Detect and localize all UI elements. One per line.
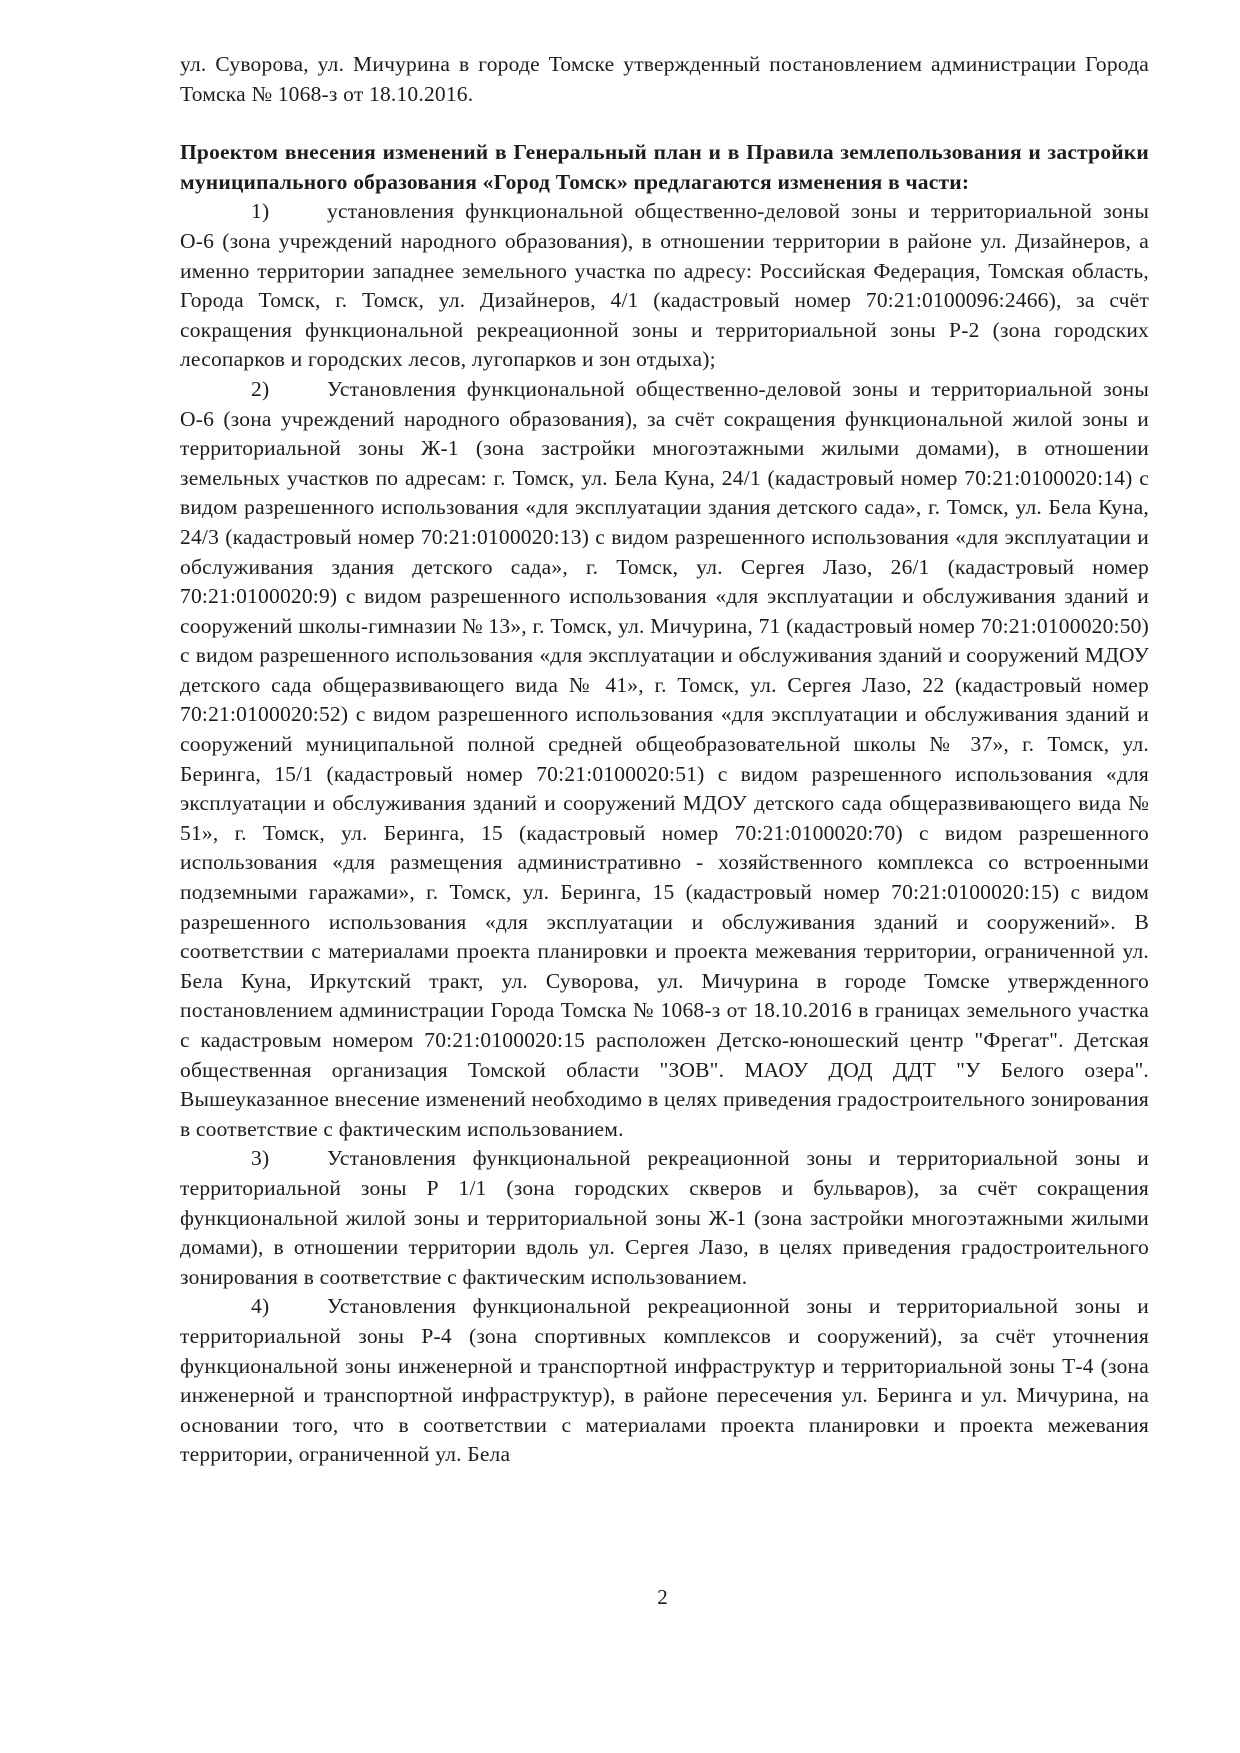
item-text: Установления функциональной общественно-деловой зоны и территориальной зоны О-6 (зона учреждений народного образования), за счёт сокращения функциональной жилой зоны и территориальной зоны Ж-1 (зона застройки многоэтажными жилыми домами), в отношении земельных участков по адресам: г. Томск, ул. Бела Куна, 24/1 (кадастровый номер 70:21:0100020:14) с видом разрешенного использования «для эксплуатации здания детского сада», г. Томск, ул. Бела Куна, 24/3 (кадастровый номер 70:21:0100020:13) с видом разрешенного использования «для эксплуатации и обслуживания здания детского сада», г. Томск, ул. Сергея Лазо, 26/1 (кадастровый номер 70:21:0100020:9) с видом разрешенного использования «для эксплуатации и обслуживания зданий и сооружений школы-гимназии № 13», г. Томск, ул. Мичурина, 71 (кадастровый номер 70:21:0100020:50) с видом разрешенного использования «для эксплуатации и обслуживания зданий и сооружений МДОУ детского сада общеразвивающего вида № 41», г. Томск, ул. Сергея Лазо, 22 (кадастровый номер 70:21:0100020:52) с видом разрешенного использования «для эксплуатации и обслуживания зданий и сооружений муниципальной полной средней общеобразовательной школы № 37», г. Томск, ул. Беринга, 15/1 (кадастровый номер 70:21:0100020:51) с видом разрешенного использования «для эксплуатации и обслуживания зданий и сооружений МДОУ детского сада общеразвивающего вида № 51», г. Томск, ул. Беринга, 15 (кадастровый номер 70:21:0100020:70) с видом разрешенного использования «для размещения административно - хозяйственного комплекса со встроенными подземными гаражами», г. Томск, ул. Беринга, 15 (кадастровый номер 70:21:0100020:15) с видом разрешенного использования «для эксплуатации и обслуживания зданий и сооружений». В соответствии с материалами проекта планировки и проекта межевания территории, ограниченной ул. Бела Куна, Иркутский тракт, ул. Суворова, ул. Мичурина в городе Томске утвержденного постановлением администрации Города Томска № 1068-з от 18.10.2016 в границах земельного участка с кадастровым номером 70:21:0100020:15 расположен Детско-юношеский центр "Фрегат". Детская общественная организация Томской области "ЗОВ". МАОУ ДОД ДДТ "У Белого озера". Вышеуказанное внесение изменений необходимо в целях приведения градостроительного зонирования в соответствие с фактическим использованием. bbox=[180, 376, 1149, 1141]
item-number: 2) bbox=[251, 376, 270, 401]
list-item bbox=[180, 375, 1149, 1144]
item-text: установления функциональной общественно-деловой зоны и территориальной зоны О-6 (зона учреждений народного образования), в отношении территории в районе ул. Дизайнеров, а именно территории западнее земельного участка по адресу: Российская Федерация, Томская область, Города Томск, г. Томск, ул. Дизайнеров, 4/1 (кадастровый номер 70:21:0100096:2466), за счёт сокращения функциональной рекреационной зоны и территориальной зоны Р-2 (зона городских лесопарков и городских лесов, лугопарков и зон отдыха); bbox=[180, 199, 1149, 372]
intro-paragraph: ул. Суворова, ул. Мичурина в городе Томске утвержденный постановлением администрации Города Томска № 1068-з от 18.10.2016. bbox=[180, 52, 1149, 106]
item-text: Установления функциональной рекреационной зоны и территориальной зоны и территориальной зоны Р 1/1 (зона городских скверов и бульваров), за счёт сокращения функциональной жилой зоны и территориальной зоны Ж-1 (зона застройки многоэтажными жилыми домами), в отношении территории вдоль ул. Сергея Лазо, в целях приведения градостроительного зонирования в соответствие с фактическим использованием. bbox=[180, 1146, 1149, 1289]
item-text: Установления функциональной рекреационной зоны и территориальной зоны и территориальной зоны Р-4 (зона спортивных комплексов и сооружений), за счёт уточнения функциональной зоны инженерной и транспортной инфраструктур и территориальной зоны Т-4 (зона инженерной и транспортной инфраструктур), в районе пересечения ул. Беринга и ул. Мичурина, на основании того, что в соответствии с материалами проекта планировки и проекта межевания территории, ограниченной ул. Бела bbox=[180, 1294, 1149, 1467]
item-number: 3) bbox=[251, 1146, 270, 1171]
item-number: 1) bbox=[251, 199, 270, 224]
page-number: 2 bbox=[657, 1585, 668, 1609]
item-number: 4) bbox=[251, 1294, 270, 1319]
list-item bbox=[180, 1292, 1149, 1470]
list-item bbox=[180, 1144, 1149, 1292]
section-heading: Проектом внесения изменений в Генеральный план и в Правила землепользования и застройки муниципального образования «Город Томск» предлагаются изменения в части: bbox=[180, 140, 1149, 194]
list-item bbox=[180, 197, 1149, 375]
document-page bbox=[180, 50, 1149, 1470]
